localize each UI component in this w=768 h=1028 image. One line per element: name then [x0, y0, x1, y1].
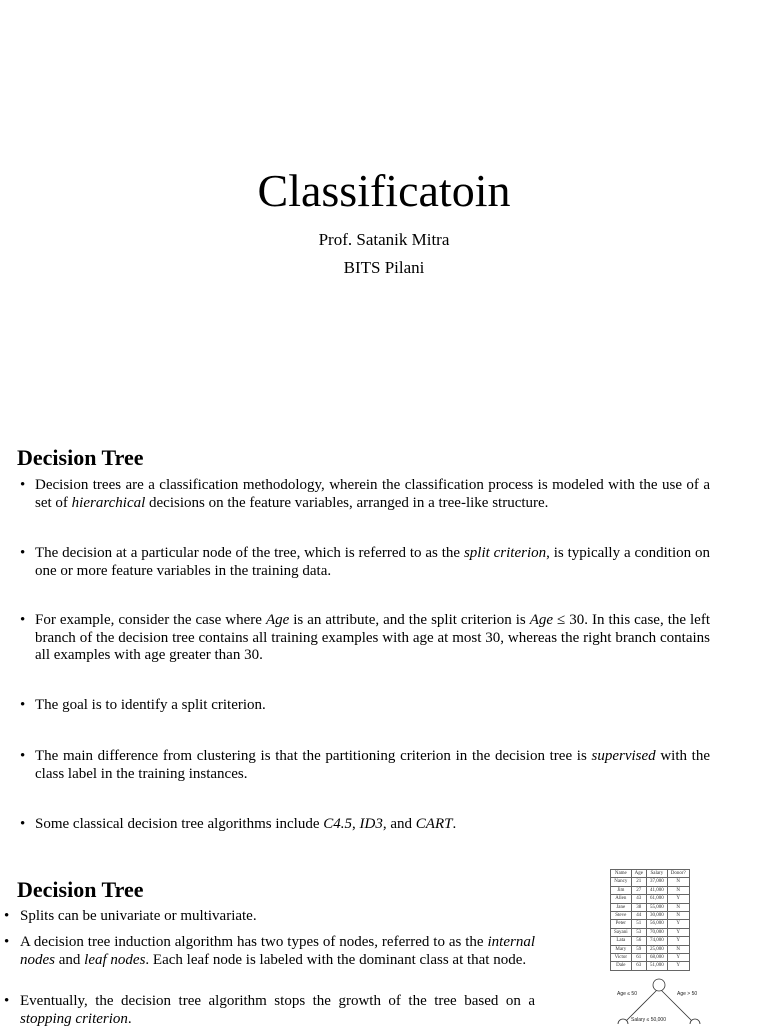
table-cell: 55,000: [646, 903, 667, 911]
table-cell: 56: [631, 937, 646, 945]
table-cell: N: [667, 903, 689, 911]
tree-right-node: [690, 1019, 700, 1024]
table-cell: 44: [631, 912, 646, 920]
table-cell: 25,000: [646, 945, 667, 953]
table-row: [611, 886, 690, 894]
table-header-cell: Name: [611, 870, 632, 878]
table-cell: Y: [667, 895, 689, 903]
table-cell: Mary: [611, 945, 632, 953]
table-header-row: [611, 870, 690, 878]
bullet-item: • For example, consider the case where Age is an attribute, and the split criterion is Age ≤ 30. In this case, the left branch of the decision tree contains all training examples with age at most 30, whereas the right branch contains all examples with age greater than 30.: [20, 612, 710, 665]
decision-tree-figure: [565, 978, 755, 1024]
decision-tree-slide-2: [0, 866, 768, 1027]
table-cell: Y: [667, 920, 689, 928]
table-row: [611, 954, 690, 962]
table-cell: 38: [631, 903, 646, 911]
table-cell: 68,000: [646, 954, 667, 962]
table-cell: Sayani: [611, 928, 632, 936]
slide-heading: Decision Tree: [17, 877, 144, 902]
table-cell: N: [667, 878, 689, 886]
tree-right-edge-label: Age > 50: [677, 991, 698, 997]
table-cell: Lata: [611, 937, 632, 945]
table-row: [611, 928, 690, 936]
table-cell: 56,000: [646, 920, 667, 928]
table-cell: N: [667, 886, 689, 894]
slide-heading: Decision Tree: [17, 445, 144, 470]
table-row: [611, 895, 690, 903]
table-cell: 37,000: [646, 878, 667, 886]
table-cell: 59: [631, 945, 646, 953]
bullet-item: • The decision at a particular node of the tree, which is referred to as the split criterion, is typically a condition on one or more feature variables in the training data.: [20, 545, 710, 580]
table-cell: Dale: [611, 962, 632, 970]
table-cell: N: [667, 945, 689, 953]
tree-root-node: [653, 979, 665, 991]
table-cell: Y: [667, 928, 689, 936]
table-cell: 63: [631, 962, 646, 970]
tree-left-node: [618, 1019, 628, 1024]
table-cell: Steve: [611, 912, 632, 920]
bullet-item: • The main difference from clustering is that the partitioning criterion in the decision tree is supervised with the class label in the training instances.: [20, 748, 710, 783]
table-cell: 61: [631, 954, 646, 962]
table-cell: Jane: [611, 903, 632, 911]
bullet-item: • Splits can be univariate or multivariate.: [4, 908, 535, 926]
table-cell: N: [667, 912, 689, 920]
table-cell: Y: [667, 937, 689, 945]
table-row: [611, 962, 690, 970]
table-cell: 51,000: [646, 962, 667, 970]
table-cell: 53: [631, 928, 646, 936]
tree-left-node-label: Salary ≤ 50,000: [631, 1017, 666, 1023]
table-cell: 74,000: [646, 937, 667, 945]
table-header-cell: Donor?: [667, 870, 689, 878]
table-cell: 21: [631, 878, 646, 886]
table-row: [611, 878, 690, 886]
table-cell: 27: [631, 886, 646, 894]
bullet-item: • A decision tree induction algorithm has two types of nodes, referred to as the internal nodes and leaf nodes. Each leaf node is labeled with the dominant class at that node.: [4, 934, 535, 969]
slide-title: Classificatoin: [257, 165, 511, 216]
table-cell: 41,000: [646, 886, 667, 894]
decision-tree-slide-1: [0, 440, 768, 860]
table-cell: Jim: [611, 886, 632, 894]
bullet-item: • Some classical decision tree algorithms include C4.5, ID3, and CART.: [20, 816, 710, 834]
table-cell: Nancy: [611, 878, 632, 886]
table-cell: 43: [631, 895, 646, 903]
title-slide: [0, 0, 768, 420]
tree-left-edge-label: Age ≤ 50: [617, 991, 637, 997]
slide-organization: BITS Pilani: [343, 258, 425, 277]
table-cell: Victor: [611, 954, 632, 962]
table-row: [611, 945, 690, 953]
table-row: [611, 912, 690, 920]
table-cell: Allen: [611, 895, 632, 903]
table-cell: 61,000: [646, 895, 667, 903]
table-body: [611, 878, 690, 970]
table-cell: 51: [631, 920, 646, 928]
donor-data-table: [610, 869, 690, 971]
slide-author: Prof. Satanik Mitra: [318, 230, 450, 249]
table-header-cell: Age: [631, 870, 646, 878]
table-cell: 30,000: [646, 912, 667, 920]
bullet-item: • Decision trees are a classification methodology, wherein the classification process is modeled with the use of a set of hierarchical decisions on the feature variables, arranged in a tree-like structure.: [20, 477, 710, 512]
table-row: [611, 903, 690, 911]
table-cell: Y: [667, 954, 689, 962]
bullet-item: • The goal is to identify a split criterion.: [20, 697, 710, 715]
table-cell: Y: [667, 962, 689, 970]
table-row: [611, 920, 690, 928]
table-row: [611, 937, 690, 945]
bullet-item: • Eventually, the decision tree algorithm stops the growth of the tree based on a stopping criterion.: [4, 993, 535, 1028]
table-cell: Peter: [611, 920, 632, 928]
table-cell: 70,000: [646, 928, 667, 936]
table-header-cell: Salary: [646, 870, 667, 878]
